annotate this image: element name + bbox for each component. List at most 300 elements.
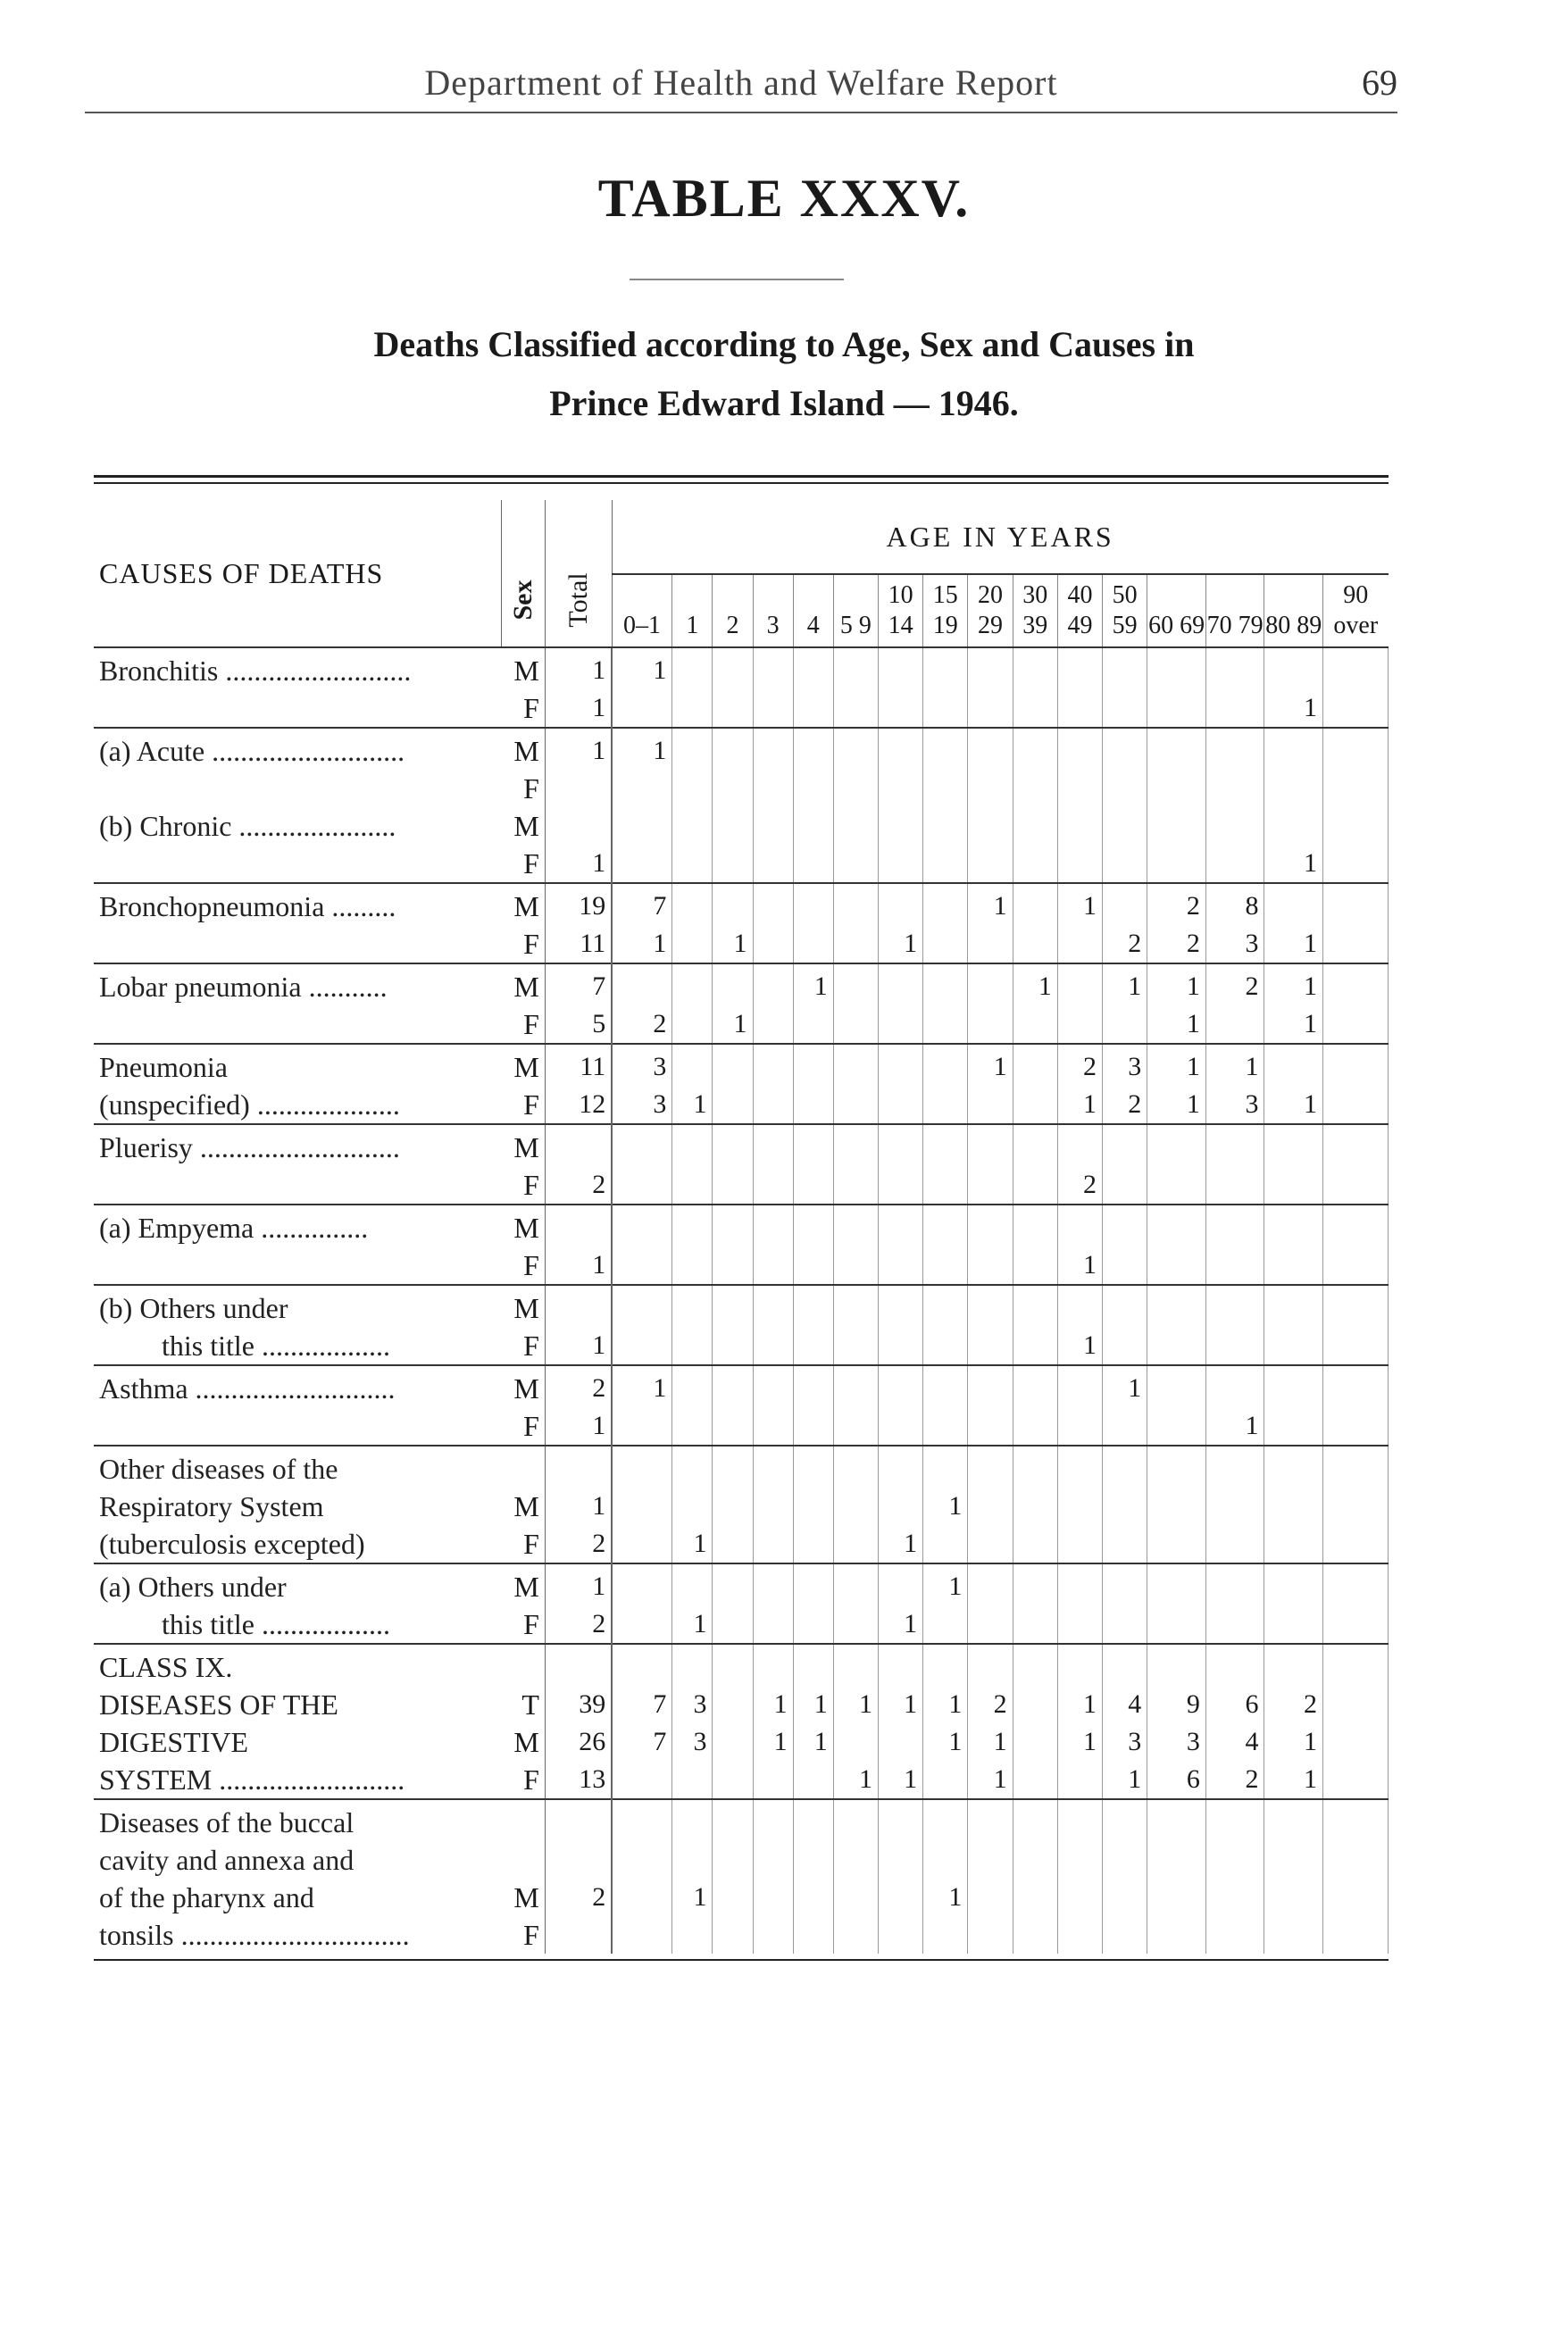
- sex-cell: F: [501, 1761, 545, 1799]
- age-count-cell: [753, 1124, 793, 1166]
- age-count-cell: 1: [1205, 1407, 1264, 1446]
- table-row: [94, 1327, 1389, 1365]
- age-count-cell: [1103, 1525, 1147, 1563]
- total-cell: 1: [545, 689, 612, 728]
- age-count-cell: 2: [1147, 925, 1206, 963]
- age-count-cell: [793, 925, 833, 963]
- age-count-cell: [793, 1205, 833, 1246]
- age-count-cell: [878, 1407, 922, 1446]
- age-count-cell: [1205, 1916, 1264, 1954]
- age-count-cell: [1013, 883, 1057, 925]
- age-count-cell: 1: [923, 1723, 968, 1761]
- age-count-cell: [713, 807, 753, 845]
- age-count-cell: 1: [1057, 1327, 1102, 1365]
- total-cell: [545, 1446, 612, 1488]
- age-count-cell: [1205, 1488, 1264, 1525]
- table-row: [94, 1285, 1389, 1327]
- total-cell: 11: [545, 1044, 612, 1086]
- table-row: [94, 689, 1389, 728]
- age-count-cell: [833, 1916, 878, 1954]
- total-cell: 2: [545, 1365, 612, 1407]
- age-count-cell: [878, 845, 922, 883]
- age-count-cell: [968, 1799, 1013, 1841]
- age-count-cell: [1147, 1327, 1206, 1365]
- sex-cell: M: [501, 1488, 545, 1525]
- age-count-cell: [793, 1605, 833, 1644]
- total-cell: 11: [545, 925, 612, 963]
- age-count-cell: 1: [1147, 1005, 1206, 1044]
- total-cell: [545, 807, 612, 845]
- table-row: [94, 1916, 1389, 1954]
- age-count-cell: 1: [1103, 963, 1147, 1005]
- age-count-cell: [833, 963, 878, 1005]
- age-count-cell: [833, 689, 878, 728]
- age-count-cell: [713, 770, 753, 807]
- age-count-cell: [833, 1723, 878, 1761]
- age-count-cell: [1147, 807, 1206, 845]
- age-count-cell: [1205, 1799, 1264, 1841]
- age-count-cell: 2: [1205, 963, 1264, 1005]
- age-count-cell: [1323, 1841, 1389, 1879]
- age-count-cell: 1: [793, 1686, 833, 1723]
- age-count-cell: [1147, 770, 1206, 807]
- age-count-cell: [672, 845, 713, 883]
- age-count-cell: 1: [1057, 1723, 1102, 1761]
- age-count-cell: [612, 1124, 672, 1166]
- age-count-cell: 1: [1057, 1246, 1102, 1285]
- table-subtitle-line-2: Prince Edward Island — 1946.: [549, 383, 1019, 423]
- total-cell: 1: [545, 845, 612, 883]
- age-count-cell: [1323, 1799, 1389, 1841]
- age-count-cell: [672, 689, 713, 728]
- age-count-cell: [1057, 1124, 1102, 1166]
- age-count-cell: [923, 807, 968, 845]
- age-count-cell: 1: [793, 963, 833, 1005]
- age-count-cell: [672, 1205, 713, 1246]
- age-count-cell: [753, 1246, 793, 1285]
- age-count-cell: [1323, 1044, 1389, 1086]
- age-count-cell: [1205, 1285, 1264, 1327]
- table-subtitle-line-1: Deaths Classified according to Age, Sex and Causes in: [373, 324, 1195, 364]
- age-count-cell: [753, 1005, 793, 1044]
- age-count-cell: [1147, 1246, 1206, 1285]
- age-count-cell: [753, 1644, 793, 1686]
- age-count-cell: [1205, 1246, 1264, 1285]
- age-count-cell: [968, 1086, 1013, 1124]
- age-count-cell: [672, 728, 713, 770]
- age-column-header: 0–1: [612, 574, 672, 647]
- age-count-cell: [923, 1285, 968, 1327]
- age-count-cell: [923, 1407, 968, 1446]
- total-cell: 1: [545, 1488, 612, 1525]
- age-count-cell: [1264, 1879, 1323, 1916]
- sex-cell: M: [501, 1044, 545, 1086]
- age-count-cell: 1: [672, 1086, 713, 1124]
- sex-cell: F: [501, 1407, 545, 1446]
- age-count-cell: 3: [612, 1044, 672, 1086]
- total-cell: 2: [545, 1166, 612, 1205]
- age-count-cell: 1: [1205, 1044, 1264, 1086]
- age-count-cell: [1013, 647, 1057, 689]
- age-count-cell: [1147, 1916, 1206, 1954]
- age-count-cell: [968, 770, 1013, 807]
- age-count-cell: 1: [1264, 1005, 1323, 1044]
- cause-label: Lobar pneumonia ...........: [94, 963, 501, 1005]
- age-count-cell: [793, 1166, 833, 1205]
- age-count-cell: [1147, 1799, 1206, 1841]
- sex-cell: M: [501, 1205, 545, 1246]
- age-count-cell: 7: [612, 1686, 672, 1723]
- age-count-cell: [1013, 1686, 1057, 1723]
- sex-cell: F: [501, 1086, 545, 1124]
- age-count-cell: [1057, 1841, 1102, 1879]
- age-count-cell: [833, 1879, 878, 1916]
- age-count-cell: [1323, 728, 1389, 770]
- cause-label: Asthma ............................: [94, 1365, 501, 1407]
- age-count-cell: [833, 1488, 878, 1525]
- table-row: [94, 1124, 1389, 1166]
- age-count-cell: [753, 1879, 793, 1916]
- sex-cell: M: [501, 883, 545, 925]
- total-column-header: [545, 500, 612, 647]
- age-count-cell: 1: [713, 1005, 753, 1044]
- table-row: [94, 1841, 1389, 1879]
- total-cell: [545, 1799, 612, 1841]
- age-count-cell: [1323, 1605, 1389, 1644]
- total-cell: 2: [545, 1879, 612, 1916]
- age-count-cell: [1013, 1488, 1057, 1525]
- age-count-cell: [833, 1365, 878, 1407]
- age-count-cell: [1103, 770, 1147, 807]
- cause-label: DIGESTIVE: [99, 1726, 249, 1758]
- total-cell: 7: [545, 963, 612, 1005]
- age-count-cell: [1013, 1916, 1057, 1954]
- age-count-cell: [968, 1365, 1013, 1407]
- age-count-cell: [753, 1044, 793, 1086]
- age-column-header: 90 over: [1323, 574, 1389, 647]
- age-count-cell: [923, 1327, 968, 1365]
- age-count-cell: [1057, 845, 1102, 883]
- age-count-cell: 1: [1147, 1086, 1206, 1124]
- age-count-cell: [672, 807, 713, 845]
- age-count-cell: [1264, 1327, 1323, 1365]
- age-count-cell: [833, 1205, 878, 1246]
- age-count-cell: [1205, 807, 1264, 845]
- sex-cell: F: [501, 925, 545, 963]
- age-count-cell: [1147, 1407, 1206, 1446]
- age-count-cell: [1323, 1686, 1389, 1723]
- cause-label: of the pharynx and: [99, 1881, 314, 1913]
- age-count-cell: [923, 883, 968, 925]
- age-count-cell: [1103, 1488, 1147, 1525]
- age-count-cell: [968, 1124, 1013, 1166]
- age-count-cell: [793, 1124, 833, 1166]
- age-column-header: 2: [713, 574, 753, 647]
- age-count-cell: [968, 1285, 1013, 1327]
- age-count-cell: [753, 1205, 793, 1246]
- age-count-cell: [612, 1407, 672, 1446]
- age-count-cell: [1323, 845, 1389, 883]
- age-count-cell: [923, 1644, 968, 1686]
- age-count-cell: [878, 883, 922, 925]
- age-count-cell: [833, 845, 878, 883]
- age-count-cell: [1103, 1005, 1147, 1044]
- age-count-cell: [793, 1841, 833, 1879]
- age-count-cell: [923, 770, 968, 807]
- age-count-cell: [1057, 1799, 1102, 1841]
- total-cell: 2: [545, 1525, 612, 1563]
- age-count-cell: [1264, 1488, 1323, 1525]
- table-title: TABLE XXXV.: [597, 169, 971, 228]
- age-count-cell: [713, 1327, 753, 1365]
- age-count-cell: [1323, 1488, 1389, 1525]
- age-count-cell: [833, 1563, 878, 1605]
- age-count-cell: 1: [878, 1761, 922, 1799]
- age-count-cell: [1323, 883, 1389, 925]
- total-cell: 1: [545, 728, 612, 770]
- age-column-header: 5 9: [833, 574, 878, 647]
- total-cell: [545, 1124, 612, 1166]
- age-count-cell: [1323, 1761, 1389, 1799]
- age-count-cell: 1: [612, 647, 672, 689]
- age-count-cell: [1057, 1446, 1102, 1488]
- age-count-cell: [833, 1005, 878, 1044]
- age-count-cell: [878, 963, 922, 1005]
- cause-label: Pluerisy ............................: [94, 1124, 501, 1166]
- running-header: [85, 58, 1397, 113]
- age-count-cell: [1323, 1205, 1389, 1246]
- age-count-cell: [713, 1285, 753, 1327]
- age-count-cell: 3: [1103, 1723, 1147, 1761]
- age-count-cell: [793, 1407, 833, 1446]
- age-count-cell: [672, 1916, 713, 1954]
- table-row: [94, 728, 1389, 770]
- cause-label: [94, 925, 501, 963]
- age-count-cell: [1013, 1044, 1057, 1086]
- sex-cell: M: [501, 807, 545, 845]
- age-count-cell: [713, 1686, 753, 1723]
- age-count-cell: [878, 1086, 922, 1124]
- age-count-cell: [1057, 1761, 1102, 1799]
- age-count-cell: 1: [833, 1686, 878, 1723]
- age-count-cell: 1: [1264, 925, 1323, 963]
- age-count-cell: [1264, 1285, 1323, 1327]
- age-count-cell: [878, 1563, 922, 1605]
- age-count-cell: 9: [1147, 1686, 1206, 1723]
- age-count-cell: [1264, 1525, 1323, 1563]
- total-cell: 5: [545, 1005, 612, 1044]
- age-count-cell: [833, 770, 878, 807]
- sex-cell: F: [501, 1166, 545, 1205]
- age-count-cell: [753, 728, 793, 770]
- age-count-cell: [1264, 883, 1323, 925]
- age-count-cell: [753, 1563, 793, 1605]
- age-count-cell: [1205, 1525, 1264, 1563]
- age-count-cell: 1: [1057, 1686, 1102, 1723]
- age-count-cell: 1: [878, 925, 922, 963]
- age-count-cell: [1205, 1327, 1264, 1365]
- age-count-cell: 1: [1103, 1365, 1147, 1407]
- age-count-cell: 1: [1264, 963, 1323, 1005]
- table-row: [94, 1488, 1389, 1525]
- age-count-cell: [1103, 1644, 1147, 1686]
- age-count-cell: [1103, 1605, 1147, 1644]
- age-count-cell: [793, 807, 833, 845]
- age-count-cell: [612, 1799, 672, 1841]
- age-count-cell: [612, 1916, 672, 1954]
- table-row: [94, 770, 1389, 807]
- age-count-cell: [1013, 1879, 1057, 1916]
- age-count-cell: [1103, 1841, 1147, 1879]
- age-count-cell: [672, 770, 713, 807]
- age-count-cell: [923, 1605, 968, 1644]
- age-count-cell: 1: [923, 1488, 968, 1525]
- age-count-cell: [612, 1841, 672, 1879]
- age-count-cell: [1013, 1086, 1057, 1124]
- age-count-cell: [612, 845, 672, 883]
- age-count-cell: [878, 689, 922, 728]
- age-count-cell: [1013, 728, 1057, 770]
- age-count-cell: [612, 1446, 672, 1488]
- age-count-cell: [878, 1799, 922, 1841]
- total-cell: 1: [545, 1327, 612, 1365]
- age-count-cell: [1013, 1446, 1057, 1488]
- age-count-cell: [878, 728, 922, 770]
- total-cell: [545, 1841, 612, 1879]
- table-row: [94, 1246, 1389, 1285]
- age-count-cell: [713, 1365, 753, 1407]
- cause-label: (b) Chronic ......................: [99, 810, 396, 842]
- age-count-cell: [1103, 647, 1147, 689]
- table-row: [94, 1723, 1389, 1761]
- age-count-cell: [1323, 963, 1389, 1005]
- age-count-cell: [1057, 963, 1102, 1005]
- age-count-cell: [793, 1044, 833, 1086]
- sex-cell: [501, 1446, 545, 1488]
- age-count-cell: [923, 1205, 968, 1246]
- age-count-cell: 2: [1057, 1166, 1102, 1205]
- age-count-cell: [672, 1285, 713, 1327]
- cause-label: this title ..................: [162, 1608, 390, 1640]
- sex-cell: F: [501, 689, 545, 728]
- age-count-cell: [923, 689, 968, 728]
- age-count-cell: [753, 1365, 793, 1407]
- age-count-cell: [878, 1841, 922, 1879]
- age-count-cell: [1057, 1525, 1102, 1563]
- sex-cell: M: [501, 728, 545, 770]
- age-count-cell: [1147, 728, 1206, 770]
- table-row: [94, 925, 1389, 963]
- age-column-header: 40 49: [1057, 574, 1102, 647]
- age-count-cell: [1013, 807, 1057, 845]
- age-count-cell: [713, 1605, 753, 1644]
- age-count-cell: 2: [1103, 925, 1147, 963]
- total-cell: [545, 1644, 612, 1686]
- age-count-cell: [833, 1166, 878, 1205]
- age-count-cell: [1264, 1563, 1323, 1605]
- age-count-cell: [1205, 845, 1264, 883]
- age-count-cell: [1147, 1205, 1206, 1246]
- age-count-cell: [793, 1761, 833, 1799]
- age-count-cell: [1103, 728, 1147, 770]
- cause-label: [94, 1005, 501, 1044]
- cause-label: Bronchopneumonia .........: [94, 883, 501, 925]
- age-count-cell: [1323, 1285, 1389, 1327]
- age-count-cell: [833, 1246, 878, 1285]
- age-count-cell: [968, 728, 1013, 770]
- cause-label: (a) Empyema ...............: [94, 1205, 501, 1246]
- age-count-cell: [713, 1205, 753, 1246]
- age-count-cell: 2: [968, 1686, 1013, 1723]
- cause-label: Pneumonia: [94, 1044, 501, 1086]
- age-count-cell: [713, 1723, 753, 1761]
- age-count-cell: 1: [1264, 1761, 1323, 1799]
- age-count-cell: [833, 883, 878, 925]
- age-count-cell: [1103, 1285, 1147, 1327]
- sex-cell: M: [501, 1124, 545, 1166]
- age-count-cell: [672, 963, 713, 1005]
- age-count-cell: [1057, 1407, 1102, 1446]
- age-count-cell: [1323, 807, 1389, 845]
- age-count-cell: [878, 1205, 922, 1246]
- age-count-cell: [672, 1488, 713, 1525]
- cause-label: cavity and annexa and: [99, 1844, 354, 1876]
- age-count-cell: [1013, 689, 1057, 728]
- age-count-cell: 1: [1264, 1086, 1323, 1124]
- age-count-cell: 1: [1147, 1044, 1206, 1086]
- age-count-cell: [672, 1563, 713, 1605]
- cause-label: [94, 770, 501, 807]
- age-count-cell: [612, 1488, 672, 1525]
- table-row: [94, 1044, 1389, 1086]
- age-count-cell: [753, 845, 793, 883]
- age-count-cell: 1: [1264, 689, 1323, 728]
- age-count-cell: [1057, 1285, 1102, 1327]
- age-count-cell: 1: [753, 1686, 793, 1723]
- age-count-cell: [923, 1365, 968, 1407]
- age-count-cell: [713, 1916, 753, 1954]
- age-column-header: 60 69: [1147, 574, 1206, 647]
- table-row: [94, 1686, 1389, 1723]
- age-count-cell: [1323, 1525, 1389, 1563]
- age-count-cell: [923, 1166, 968, 1205]
- age-count-cell: [793, 728, 833, 770]
- age-count-cell: [1103, 1563, 1147, 1605]
- age-count-cell: 2: [612, 1005, 672, 1044]
- age-count-cell: [1013, 1407, 1057, 1446]
- table-row: [94, 1525, 1389, 1563]
- age-count-cell: [1323, 647, 1389, 689]
- age-count-cell: [793, 1005, 833, 1044]
- age-count-cell: [1013, 1205, 1057, 1246]
- age-count-cell: [1323, 1365, 1389, 1407]
- age-count-cell: [1323, 1407, 1389, 1446]
- age-count-cell: 1: [753, 1723, 793, 1761]
- age-count-cell: 4: [1205, 1723, 1264, 1761]
- age-column-header: 70 79: [1205, 574, 1264, 647]
- age-count-cell: [1205, 647, 1264, 689]
- age-count-cell: [1013, 1723, 1057, 1761]
- age-count-cell: [1264, 1841, 1323, 1879]
- age-count-cell: [1057, 925, 1102, 963]
- age-count-cell: [713, 1407, 753, 1446]
- age-count-cell: [923, 1761, 968, 1799]
- age-column-header: 3: [753, 574, 793, 647]
- age-count-cell: [1103, 1799, 1147, 1841]
- age-count-cell: [672, 1407, 713, 1446]
- age-count-cell: [793, 1246, 833, 1285]
- age-count-cell: [753, 1086, 793, 1124]
